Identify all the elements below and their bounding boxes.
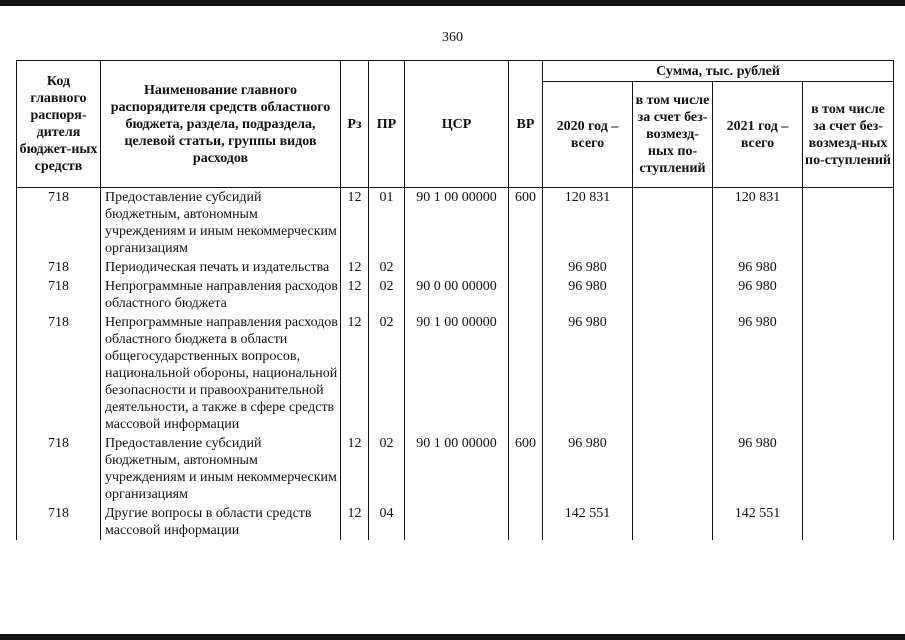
cell-2020-total: 96 980 bbox=[543, 277, 633, 313]
page-number: 360 bbox=[442, 30, 463, 45]
cell-vr: 600 bbox=[509, 188, 543, 259]
cell-2021-total: 96 980 bbox=[713, 258, 803, 277]
cell-rz: 12 bbox=[341, 504, 369, 540]
cell-2021-total: 96 980 bbox=[713, 434, 803, 504]
header-name: Наименование главного распорядителя средств областного бюджета, раздела, подраздела, целевой статьи, группы видов расходов bbox=[101, 61, 341, 188]
cell-pr: 02 bbox=[369, 277, 405, 313]
cell-2020-incl bbox=[633, 313, 713, 434]
cell-vr bbox=[509, 313, 543, 434]
cell-csr: 90 1 00 00000 bbox=[405, 434, 509, 504]
cell-2020-total: 96 980 bbox=[543, 434, 633, 504]
cell-csr bbox=[405, 504, 509, 540]
cell-2021-incl bbox=[803, 188, 894, 259]
cell-2020-incl bbox=[633, 188, 713, 259]
table-row bbox=[17, 313, 894, 434]
cell-2021-incl bbox=[803, 277, 894, 313]
header-2021-total: 2021 год – всего bbox=[713, 82, 803, 188]
table-row bbox=[17, 504, 894, 540]
cell-pr: 02 bbox=[369, 434, 405, 504]
cell-vr: 600 bbox=[509, 434, 543, 504]
cell-2020-total: 120 831 bbox=[543, 188, 633, 259]
header-sum-group: Сумма, тыс. рублей bbox=[543, 61, 894, 82]
table-row bbox=[17, 188, 894, 259]
header-2021-incl: в том числе за счет без-возмезд-ных по-ступлений bbox=[803, 82, 894, 188]
cell-vr bbox=[509, 258, 543, 277]
cell-2021-incl bbox=[803, 434, 894, 504]
header-code: Код главного распоря-дителя бюджет-ных средств bbox=[17, 61, 101, 188]
table-row bbox=[17, 277, 894, 313]
cell-rz: 12 bbox=[341, 313, 369, 434]
header-2020-total: 2020 год – всего bbox=[543, 82, 633, 188]
cell-code: 718 bbox=[17, 434, 101, 504]
header-2020-incl: в том числе за счет без-возмезд-ных по-ступлений bbox=[633, 82, 713, 188]
cell-rz: 12 bbox=[341, 188, 369, 259]
cell-code: 718 bbox=[17, 504, 101, 540]
cell-rz: 12 bbox=[341, 277, 369, 313]
cell-name: Предоставление субсидий бюджетным, автономным учреждениям и иным некоммерческим организациям bbox=[101, 188, 341, 259]
cell-code: 718 bbox=[17, 258, 101, 277]
cell-2020-total: 96 980 bbox=[543, 313, 633, 434]
cell-2021-total: 142 551 bbox=[713, 504, 803, 540]
header-vr: ВР bbox=[509, 61, 543, 188]
cell-name: Периодическая печать и издательства bbox=[101, 258, 341, 277]
bottom-border bbox=[0, 634, 905, 640]
cell-name: Предоставление субсидий бюджетным, автономным учреждениям и иным некоммерческим организациям bbox=[101, 434, 341, 504]
cell-csr: 90 0 00 00000 bbox=[405, 277, 509, 313]
cell-code: 718 bbox=[17, 188, 101, 259]
cell-pr: 02 bbox=[369, 258, 405, 277]
cell-2021-incl bbox=[803, 504, 894, 540]
cell-vr bbox=[509, 504, 543, 540]
cell-name: Другие вопросы в области средств массовой информации bbox=[101, 504, 341, 540]
cell-csr: 90 1 00 00000 bbox=[405, 313, 509, 434]
cell-2020-incl bbox=[633, 258, 713, 277]
top-border bbox=[0, 0, 905, 6]
cell-2020-total: 142 551 bbox=[543, 504, 633, 540]
cell-2021-total: 96 980 bbox=[713, 313, 803, 434]
cell-rz: 12 bbox=[341, 258, 369, 277]
cell-csr: 90 1 00 00000 bbox=[405, 188, 509, 259]
cell-2021-total: 120 831 bbox=[713, 188, 803, 259]
cell-rz: 12 bbox=[341, 434, 369, 504]
cell-pr: 02 bbox=[369, 313, 405, 434]
cell-2020-total: 96 980 bbox=[543, 258, 633, 277]
cell-pr: 01 bbox=[369, 188, 405, 259]
table-row bbox=[17, 434, 894, 504]
cell-2020-incl bbox=[633, 277, 713, 313]
header-pr: ПР bbox=[369, 61, 405, 188]
cell-2021-incl bbox=[803, 313, 894, 434]
cell-2021-total: 96 980 bbox=[713, 277, 803, 313]
budget-table bbox=[16, 60, 894, 540]
cell-2021-incl bbox=[803, 258, 894, 277]
cell-name: Непрограммные направления расходов областного бюджета bbox=[101, 277, 341, 313]
header-rz: Рз bbox=[341, 61, 369, 188]
cell-name: Непрограммные направления расходов областного бюджета в области общегосударственных вопросов, национальной обороны, национальной безопасности и правоохранительной деятельности, а также в сфере средств массовой информации bbox=[101, 313, 341, 434]
cell-vr bbox=[509, 277, 543, 313]
table-row bbox=[17, 258, 894, 277]
cell-code: 718 bbox=[17, 313, 101, 434]
cell-pr: 04 bbox=[369, 504, 405, 540]
cell-csr bbox=[405, 258, 509, 277]
header-csr: ЦСР bbox=[405, 61, 509, 188]
cell-2020-incl bbox=[633, 504, 713, 540]
cell-code: 718 bbox=[17, 277, 101, 313]
cell-2020-incl bbox=[633, 434, 713, 504]
